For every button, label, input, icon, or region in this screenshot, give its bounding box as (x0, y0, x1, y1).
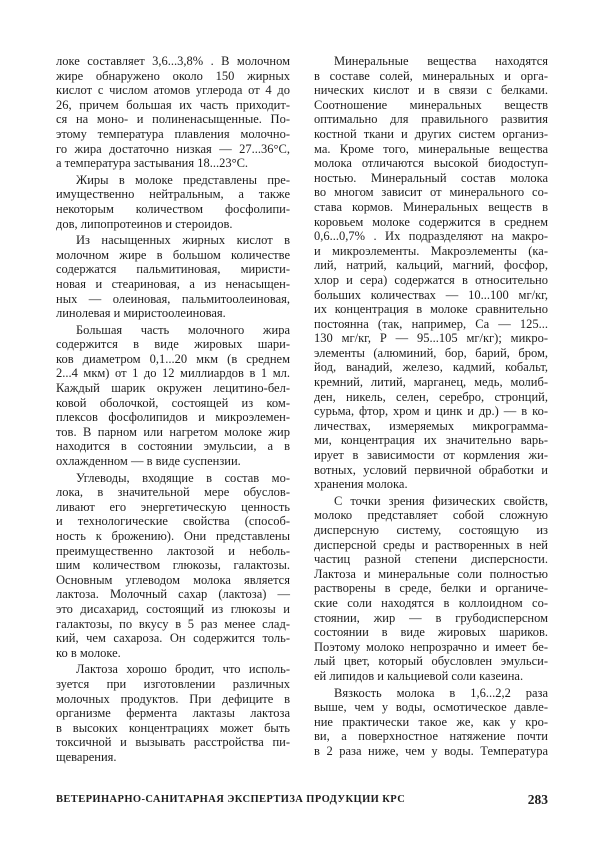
text-line: элементы (алюминий, бор, барий, бром, (314, 345, 548, 360)
text-line: ви, а поверхностное натяжение почти (314, 729, 548, 744)
text-line: постоянна (так, например, Са — 125... (314, 316, 548, 331)
text-line: во многом зависит от минерального со- (314, 185, 548, 200)
text-line: ние практически такое же, как у кро- (314, 714, 548, 729)
text-line: жире обнаружено около 150 жирных (56, 68, 290, 83)
text-line: молочных продуктов. При дефиците в (56, 691, 290, 706)
text-line: лий, натрий, кальций, магний, фосфор, (314, 258, 548, 273)
text-line: Углеводы, входящие в состав мо- (76, 470, 290, 485)
text-line: С точки зрения физических свойств, (334, 493, 548, 508)
text-line: Из насыщенных жирных кислот в (76, 233, 290, 248)
paragraph (314, 686, 548, 759)
text-line: плексов фосфолипидов и микроэлемен- (56, 410, 290, 425)
text-line: 26, причем большая их часть приходит- (56, 97, 290, 112)
text-line: и технологические свойства (способ- (56, 514, 290, 529)
text-line: хлор и сера) содержатся в относительно (314, 272, 548, 287)
text-line: дов, липопротеинов и стероидов. (56, 216, 233, 231)
text-line: ся на моно- и полиненасыщенные. По- (56, 112, 290, 127)
text-line: ские соли находятся в коллоидном со- (314, 595, 548, 610)
text-line: Лактоза хорошо бродит, что исполь- (76, 662, 290, 677)
text-line: 2...4 мкм) от 1 до 12 миллиардов в 1 мл. (56, 366, 290, 381)
text-line: лый цвет, который обусловлен эмульси- (314, 654, 548, 669)
text-line: става кормов. Минеральных веществ в (314, 199, 548, 214)
text-line: охлажденном — в виде суспензии. (56, 454, 241, 469)
text-line: галактозы, по вкусу в 5 раз менее слад- (56, 616, 290, 631)
text-line: личествах, измеряемых микрограмма- (314, 418, 548, 433)
text-line: ми, концентрация их значительно варь- (314, 433, 548, 448)
text-line: вотных, условий первичной обработки и (314, 462, 548, 477)
text-line: ность к брожению). Они представлены (56, 529, 290, 543)
text-line: содержатся пальмитиновая, миристи- (56, 262, 290, 277)
text-line: выше, чем у воды, осмотическое давле- (314, 700, 548, 715)
text-line: ков диаметром 0,1...20 мкм (в среднем (56, 351, 290, 366)
text-line: ма. Кроме того, минеральные вещества (314, 141, 548, 156)
text-line: это дисахарид, состоящий из глюкозы и (56, 601, 290, 616)
text-line: молочном жире в большом количестве (56, 247, 290, 262)
paragraph (56, 233, 290, 321)
text-line: преимущественно лактозой и неболь- (56, 543, 290, 558)
paragraph (56, 173, 290, 231)
text-line: 0,6...0,7% . Их подразделяют на макро- (314, 229, 548, 244)
text-line: ден, никель, селен, серебро, стронций, (314, 389, 548, 404)
text-line: Минеральные вещества находятся (334, 54, 548, 68)
text-line: содержится в виде жировых шари- (56, 337, 290, 352)
text-line: дисперсной среды и растворенных в ней (314, 537, 548, 552)
text-line: Соотношение минеральных веществ (314, 97, 548, 112)
text-line: этому температура плавления молочно- (56, 126, 290, 141)
text-line: растворены в среде, белки и органиче- (314, 581, 548, 596)
text-line: в высоких концентрациях может быть (56, 720, 290, 735)
text-line: 130 мг/кг, Р — 95...105 мг/кг); микро- (314, 331, 548, 346)
text-line: в 2 раза ниже, чем у воды. Температура (314, 743, 548, 758)
right-column (314, 54, 548, 761)
text-line: кислот с числом атомов углерода от 4 до (56, 83, 290, 98)
text-line: лока, в значительной мере обуслов- (56, 485, 290, 500)
text-line: тов. В парном или нагретом молоке жир (56, 424, 290, 439)
text-line: ковой оболочкой, состоящей из ком- (56, 395, 290, 410)
text-line: зуется при изготовлении различных (56, 676, 290, 691)
text-line: ностью. Минеральный состав молока (314, 170, 548, 185)
text-line: йод, ванадий, железо, кадмий, кобальт, (314, 360, 548, 375)
text-line: токсичной и вызывать расстройства пи- (56, 735, 290, 750)
text-line: костной ткани и других систем организ- (314, 126, 548, 141)
paragraph (56, 471, 290, 661)
text-line: хранения молока. (314, 477, 408, 492)
text-line: ных — олеиновая, пальмитоолеиновая, (56, 291, 290, 306)
running-title: ВЕТЕРИНАРНО-САНИТАРНАЯ ЭКСПЕРТИЗА ПРОДУКЦИИ КРС (56, 794, 406, 805)
text-line: имущественно нейтральным, а также (56, 187, 290, 202)
text-line: щеварения. (56, 749, 117, 764)
text-line: некоторым количеством фосфолипи- (56, 201, 290, 216)
text-line: а температура застывания 18...23°С. (56, 156, 249, 171)
text-line: Каждый шарик окружен лецитино-бел- (56, 381, 290, 396)
paragraph (314, 54, 548, 492)
text-line: Поэтому молоко непрозрачно и имеет бе- (314, 639, 548, 654)
text-line: Вязкость молока в 1,6...2,2 раза (334, 685, 548, 700)
text-line: Большая часть молочного жира (76, 322, 290, 337)
text-line: молоко представляет собой сложную (314, 508, 548, 523)
text-line: шим количеством глюкозы, галактозы. (56, 558, 290, 573)
text-line: в составе солей, минеральных и орга- (314, 68, 548, 83)
text-line: лактоза. Молочный сахар (лактоза) — (56, 587, 290, 602)
text-line: и микроэлементы. Макроэлементы (ка- (314, 243, 548, 258)
text-line: Жиры в молоке представлены пре- (76, 172, 290, 187)
paragraph (56, 54, 290, 171)
text-line: ливают его энергетическую ценность (56, 499, 290, 514)
text-line: новая и стеариновая, а из ненасыщен- (56, 276, 290, 291)
text-line: нических кислот и в связи с белками. (314, 83, 548, 98)
text-line: сурьма, фтор, хром и цинк и др.) — в ко- (314, 404, 548, 419)
text-line: ко в молоке. (56, 645, 121, 660)
text-line: кремний, литий, марганец, медь, молиб- (314, 375, 548, 390)
text-line: состоянии в виде жировых шариков. (314, 625, 548, 640)
text-line: находится в состоянии эмульсии, а в (56, 439, 290, 454)
text-line: организме фермента лактазы лактоза (56, 706, 290, 721)
text-line: локе составляет 3,6...3,8% . В молочном (56, 54, 290, 68)
text-line: частиц разной степени дисперсности. (314, 552, 548, 567)
paragraph (56, 662, 290, 764)
text-line: больших количествах — 10...100 мг/кг, (314, 287, 548, 302)
text-line: их концентрация в молоке сравнительно (314, 302, 548, 317)
text-line: ей липидов и кальциевой соли казеина. (314, 668, 524, 683)
text-line: оптимально для правильного развития (314, 112, 548, 127)
page-footer (56, 792, 548, 810)
text-line: го жира достаточно низкая — 27...36°С, (56, 141, 290, 156)
text-line: молока отличаются высокой биодоступ- (314, 156, 548, 171)
paragraph (314, 494, 548, 684)
text-line: ирует в зависимости от кормления жи- (314, 448, 548, 463)
left-column (56, 54, 290, 767)
text-line: линолевая и миристоолеиновая. (56, 306, 226, 321)
text-line: дисперсную систему, состоящую из (314, 523, 548, 537)
text-line: стоянии, жир — в грубодисперсном (314, 610, 548, 625)
text-line: коровьем молоке содержится в среднем (314, 214, 548, 229)
page-number: 283 (527, 792, 548, 807)
text-line: Лактоза и минеральные соли полностью (314, 566, 548, 581)
text-line: Основным углеводом молока является (56, 572, 290, 587)
text-line: кий, чем сахароза. Он содержится толь- (56, 631, 290, 646)
paragraph (56, 323, 290, 469)
